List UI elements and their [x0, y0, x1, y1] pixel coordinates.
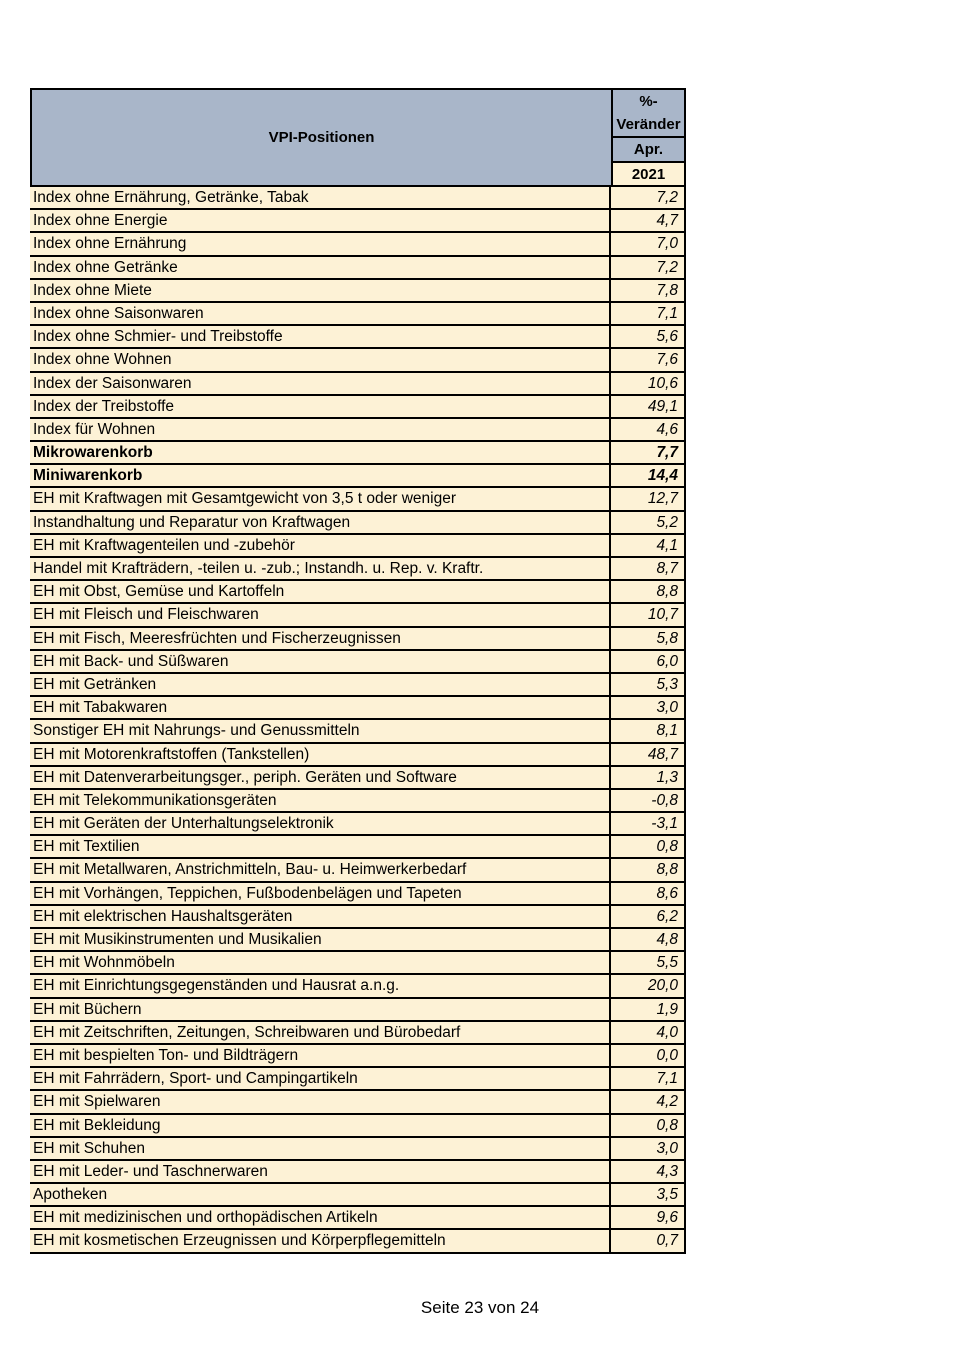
- row-value: 20,0: [611, 975, 686, 996]
- row-value: 49,1: [611, 396, 686, 417]
- table-row: [30, 697, 686, 720]
- row-value: 8,8: [611, 859, 686, 880]
- table-row: [30, 720, 686, 743]
- table-row: [30, 581, 686, 604]
- row-value: 4,0: [611, 1022, 686, 1043]
- table-row: [30, 210, 686, 233]
- row-value: 7,2: [611, 187, 686, 208]
- table-row: [30, 859, 686, 882]
- table-row: [30, 465, 686, 488]
- row-label: Mikrowarenkorb: [30, 442, 611, 463]
- row-label: EH mit Back- und Süßwaren: [30, 651, 611, 672]
- row-label: EH mit Fahrrädern, Sport- und Campingartikeln: [30, 1068, 611, 1089]
- row-value: 3,0: [611, 697, 686, 718]
- row-label: Index ohne Schmier- und Treibstoffe: [30, 326, 611, 347]
- row-label: Miniwarenkorb: [30, 465, 611, 486]
- row-label: Apotheken: [30, 1184, 611, 1205]
- row-value: 6,0: [611, 651, 686, 672]
- row-value: 8,7: [611, 558, 686, 579]
- table-row: [30, 187, 686, 210]
- row-value: 5,2: [611, 512, 686, 533]
- row-value: 5,8: [611, 628, 686, 649]
- row-value: 5,5: [611, 952, 686, 973]
- table-row: [30, 651, 686, 674]
- row-label: EH mit Textilien: [30, 836, 611, 857]
- row-value: 4,6: [611, 419, 686, 440]
- table-row: [30, 1207, 686, 1230]
- row-label: EH mit Schuhen: [30, 1138, 611, 1159]
- row-label: Index ohne Miete: [30, 280, 611, 301]
- table-row: [30, 1045, 686, 1068]
- change-header-line1: %-: [639, 93, 658, 110]
- column-header-positions: VPI-Positionen: [32, 90, 613, 185]
- table-row: [30, 883, 686, 906]
- row-value: 7,2: [611, 257, 686, 278]
- table-row: [30, 628, 686, 651]
- row-value: 5,6: [611, 326, 686, 347]
- row-label: EH mit Getränken: [30, 674, 611, 695]
- table-row: [30, 1022, 686, 1045]
- row-label: EH mit Vorhängen, Teppichen, Fußbodenbelägen und Tapeten: [30, 883, 611, 904]
- vpi-table: [30, 88, 686, 1254]
- row-label: EH mit Telekommunikationsgeräten: [30, 790, 611, 811]
- row-label: EH mit Leder- und Taschnerwaren: [30, 1161, 611, 1182]
- row-label: EH mit Fisch, Meeresfrüchten und Fischerzeugnissen: [30, 628, 611, 649]
- row-label: Index für Wohnen: [30, 419, 611, 440]
- table-row: [30, 744, 686, 767]
- row-value: 7,7: [611, 442, 686, 463]
- table-row: [30, 999, 686, 1022]
- row-value: 48,7: [611, 744, 686, 765]
- row-label: EH mit Geräten der Unterhaltungselektronik: [30, 813, 611, 834]
- table-row: [30, 836, 686, 859]
- table-row: [30, 975, 686, 998]
- row-label: Sonstiger EH mit Nahrungs- und Genussmitteln: [30, 720, 611, 741]
- table-row: [30, 326, 686, 349]
- row-label: Index ohne Wohnen: [30, 349, 611, 370]
- table-row: [30, 1138, 686, 1161]
- row-label: Index der Treibstoffe: [30, 396, 611, 417]
- table-row: [30, 512, 686, 535]
- table-body: [30, 187, 686, 1254]
- table-row: [30, 674, 686, 697]
- row-label: EH mit Motorenkraftstoffen (Tankstellen): [30, 744, 611, 765]
- row-label: Handel mit Krafträdern, -teilen u. -zub.; Instandh. u. Rep. v. Kraftr.: [30, 558, 611, 579]
- row-value: 14,4: [611, 465, 686, 486]
- table-row: [30, 488, 686, 511]
- row-label: EH mit Fleisch und Fleischwaren: [30, 604, 611, 625]
- table-row: [30, 396, 686, 419]
- row-label: EH mit Einrichtungsgegenständen und Hausrat a.n.g.: [30, 975, 611, 996]
- row-value: -3,1: [611, 813, 686, 834]
- row-value: 1,9: [611, 999, 686, 1020]
- row-value: 8,8: [611, 581, 686, 602]
- row-value: 4,2: [611, 1091, 686, 1112]
- row-label: EH mit elektrischen Haushaltsgeräten: [30, 906, 611, 927]
- row-label: Index ohne Energie: [30, 210, 611, 231]
- table-row: [30, 257, 686, 280]
- row-value: 4,7: [611, 210, 686, 231]
- table-row: [30, 604, 686, 627]
- table-row: [30, 303, 686, 326]
- row-value: 7,0: [611, 233, 686, 254]
- row-value: 0,0: [611, 1045, 686, 1066]
- table-row: [30, 373, 686, 396]
- table-header: [30, 88, 686, 187]
- table-row: [30, 349, 686, 372]
- row-label: EH mit Bekleidung: [30, 1115, 611, 1136]
- row-value: 0,7: [611, 1230, 686, 1251]
- table-row: [30, 767, 686, 790]
- row-value: 8,1: [611, 720, 686, 741]
- table-row: [30, 1230, 686, 1253]
- table-row: [30, 558, 686, 581]
- row-value: 1,3: [611, 767, 686, 788]
- row-label: EH mit Datenverarbeitungsger., periph. Geräten und Software: [30, 767, 611, 788]
- row-label: Index ohne Saisonwaren: [30, 303, 611, 324]
- row-label: Index der Saisonwaren: [30, 373, 611, 394]
- table-row: [30, 1115, 686, 1138]
- row-value: 10,6: [611, 373, 686, 394]
- row-label: EH mit Kraftwagen mit Gesamtgewicht von 3,5 t oder weniger: [30, 488, 611, 509]
- change-header-year: 2021: [613, 163, 684, 185]
- row-value: 8,6: [611, 883, 686, 904]
- change-header-label: [613, 90, 684, 138]
- table-row: [30, 442, 686, 465]
- change-header-line2: Veränder: [616, 116, 681, 133]
- row-value: 4,8: [611, 929, 686, 950]
- row-value: 3,0: [611, 1138, 686, 1159]
- table-row: [30, 1184, 686, 1207]
- column-header-change: [613, 90, 684, 185]
- row-value: 9,6: [611, 1207, 686, 1228]
- table-row: [30, 952, 686, 975]
- row-label: EH mit Metallwaren, Anstrichmitteln, Bau- u. Heimwerkerbedarf: [30, 859, 611, 880]
- row-label: EH mit Tabakwaren: [30, 697, 611, 718]
- table-row: [30, 233, 686, 256]
- row-label: EH mit Büchern: [30, 999, 611, 1020]
- row-label: EH mit Spielwaren: [30, 1091, 611, 1112]
- row-label: EH mit bespielten Ton- und Bildträgern: [30, 1045, 611, 1066]
- row-value: 7,6: [611, 349, 686, 370]
- row-label: EH mit Zeitschriften, Zeitungen, Schreibwaren und Bürobedarf: [30, 1022, 611, 1043]
- change-header-month: Apr.: [613, 138, 684, 163]
- table-row: [30, 1161, 686, 1184]
- row-label: EH mit Obst, Gemüse und Kartoffeln: [30, 581, 611, 602]
- row-label: Index ohne Getränke: [30, 257, 611, 278]
- row-label: Instandhaltung und Reparatur von Kraftwagen: [30, 512, 611, 533]
- row-label: EH mit Musikinstrumenten und Musikalien: [30, 929, 611, 950]
- table-row: [30, 535, 686, 558]
- table-row: [30, 929, 686, 952]
- row-value: 7,8: [611, 280, 686, 301]
- table-row: [30, 1091, 686, 1114]
- row-label: EH mit Kraftwagenteilen und -zubehör: [30, 535, 611, 556]
- row-value: 4,3: [611, 1161, 686, 1182]
- row-value: 3,5: [611, 1184, 686, 1205]
- row-value: 0,8: [611, 1115, 686, 1136]
- table-row: [30, 906, 686, 929]
- table-row: [30, 813, 686, 836]
- row-label: EH mit medizinischen und orthopädischen Artikeln: [30, 1207, 611, 1228]
- row-label: Index ohne Ernährung: [30, 233, 611, 254]
- page-number: Seite 23 von 24: [420, 1298, 540, 1317]
- row-value: 7,1: [611, 1068, 686, 1089]
- row-value: 5,3: [611, 674, 686, 695]
- table-row: [30, 419, 686, 442]
- row-value: 7,1: [611, 303, 686, 324]
- row-value: 0,8: [611, 836, 686, 857]
- table-row: [30, 1068, 686, 1091]
- row-value: 6,2: [611, 906, 686, 927]
- row-label: Index ohne Ernährung, Getränke, Tabak: [30, 187, 611, 208]
- row-label: EH mit kosmetischen Erzeugnissen und Körperpflegemitteln: [30, 1230, 611, 1251]
- table-row: [30, 280, 686, 303]
- row-value: -0,8: [611, 790, 686, 811]
- table-row: [30, 790, 686, 813]
- row-value: 10,7: [611, 604, 686, 625]
- row-value: 12,7: [611, 488, 686, 509]
- row-label: EH mit Wohnmöbeln: [30, 952, 611, 973]
- row-value: 4,1: [611, 535, 686, 556]
